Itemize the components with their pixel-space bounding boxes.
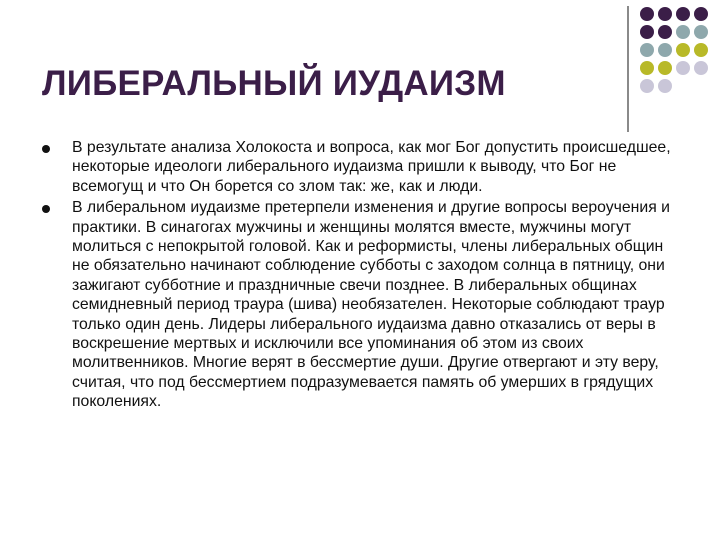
decorative-dot	[640, 43, 654, 57]
bullet-text: В результате анализа Холокоста и вопроса, как мог Бог допустить происшедшее, некоторые идеологи либерального иудаизма пришли к выводу, что Бог не всемогущ и что Он борется со злом так: же, как и люди.	[72, 139, 671, 195]
decorative-dot	[658, 43, 672, 57]
decorative-dot	[694, 43, 708, 57]
bullet-dot-icon	[42, 145, 50, 153]
decorative-dot	[676, 25, 690, 39]
bullet-item	[42, 198, 672, 411]
empty-dot-slot	[694, 79, 708, 93]
slide-title: ЛИБЕРАЛЬНЫЙ ИУДАИЗМ	[42, 64, 506, 103]
decorative-dot	[676, 7, 690, 21]
empty-dot-slot	[676, 79, 690, 93]
decorative-dot	[676, 43, 690, 57]
decorative-dot	[694, 7, 708, 21]
decorative-dot	[658, 7, 672, 21]
decorative-dot-grid	[640, 7, 708, 93]
decorative-dot	[658, 79, 672, 93]
bullet-item	[42, 138, 672, 196]
decorative-dot	[640, 61, 654, 75]
bullet-text: В либеральном иудаизме претерпели изменения и другие вопросы вероучения и практики. В синагогах мужчины и женщины молятся вместе, мужчины могут молиться с непокрытой головой. Как и реформисты, члены либеральных общин не обязательно начинают соблюдение субботы с заходом солнца в пятницу, они зажигают субботние и праздничные свечи позднее. В либеральных общинах семидневный период траура (шива) необязателен. Некоторые соблюдают траур только один день. Лидеры либерального иудаизма давно отказались от веры в воскрешение мертвых и исключили все упоминания об этом из своих молитвенников. Многие верят в бессмертие души. Другие отвергают и эту веру, считая, что под бессмертием подразумевается память об умерших в грядущих поколениях.	[72, 199, 670, 411]
decorative-dot	[658, 25, 672, 39]
decorative-dot	[694, 61, 708, 75]
decorative-divider-line	[627, 6, 629, 132]
decorative-dot	[676, 61, 690, 75]
bullet-list	[42, 138, 672, 414]
bullet-dot-icon	[42, 205, 50, 213]
decorative-dot	[640, 7, 654, 21]
decorative-dot	[640, 25, 654, 39]
decorative-dot	[640, 79, 654, 93]
decorative-dot	[658, 61, 672, 75]
decorative-dot	[694, 25, 708, 39]
